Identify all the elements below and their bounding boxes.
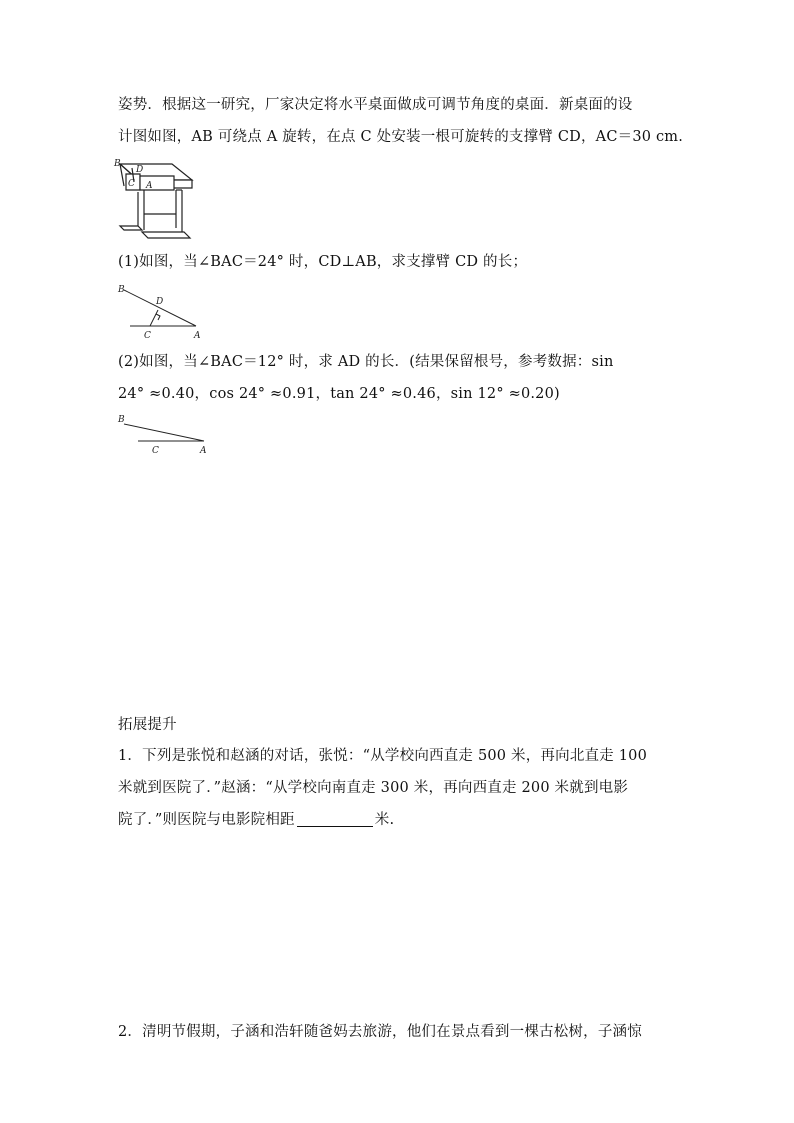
question-2-line-1: 2．清明节假期，子涵和浩轩随爸妈去旅游，他们在景点看到一棵古松树，子涵惊	[118, 1024, 642, 1040]
section-title: 拓展提升	[118, 717, 177, 733]
fig2-label-a: A	[200, 446, 207, 456]
desk-label-d: D	[136, 165, 144, 175]
question-1-line-3-suffix: 米.	[374, 812, 395, 828]
question-1-line-3	[118, 810, 394, 830]
fig1-label-d: D	[156, 297, 164, 307]
fig1-label-a: A	[194, 331, 201, 341]
question-part-1: (1)如图，当∠BAC＝24° 时，CD⊥AB，求支撑臂 CD 的长；	[118, 254, 528, 270]
desk-figure	[114, 158, 204, 244]
desk-label-c: C	[128, 179, 135, 189]
problem-text-line-2: 计图如图，AB 可绕点 A 旋转，在点 C 处安装一根可旋转的支撑臂 CD，AC＝30 cm.	[118, 129, 684, 145]
fig2-label-b: B	[118, 415, 125, 425]
figure-angle-12	[114, 410, 214, 458]
fig2-label-c: C	[152, 446, 159, 456]
fig1-label-b: B	[118, 285, 125, 295]
question-part-2-line-1: (2)如图，当∠BAC＝12° 时，求 AD 的长．(结果保留根号，参考数据：sin	[118, 354, 614, 370]
question-part-2-line-2: 24° ≈0.40，cos 24° ≈0.91，tan 24° ≈0.46，sin 12° ≈0.20)	[118, 386, 560, 402]
answer-blank[interactable]	[297, 811, 373, 827]
figure-angle-24	[114, 280, 214, 340]
question-1-line-2: 米就到医院了．”赵涵：“从学校向南直走 300 米，再向西直走 200 米就到电影	[118, 780, 629, 796]
question-1-line-1: 1．下列是张悦和赵涵的对话，张悦：“从学校向西直走 500 米，再向北直走 100	[118, 748, 648, 764]
desk-label-b: B	[114, 159, 121, 169]
fig1-label-c: C	[144, 331, 151, 341]
problem-text-line-1: 姿势．根据这一研究，厂家决定将水平桌面做成可调节角度的桌面．新桌面的设	[118, 97, 633, 113]
question-1-line-3-prefix: 院了．”则医院与电影院相距	[118, 812, 295, 828]
desk-label-a: A	[146, 181, 153, 191]
